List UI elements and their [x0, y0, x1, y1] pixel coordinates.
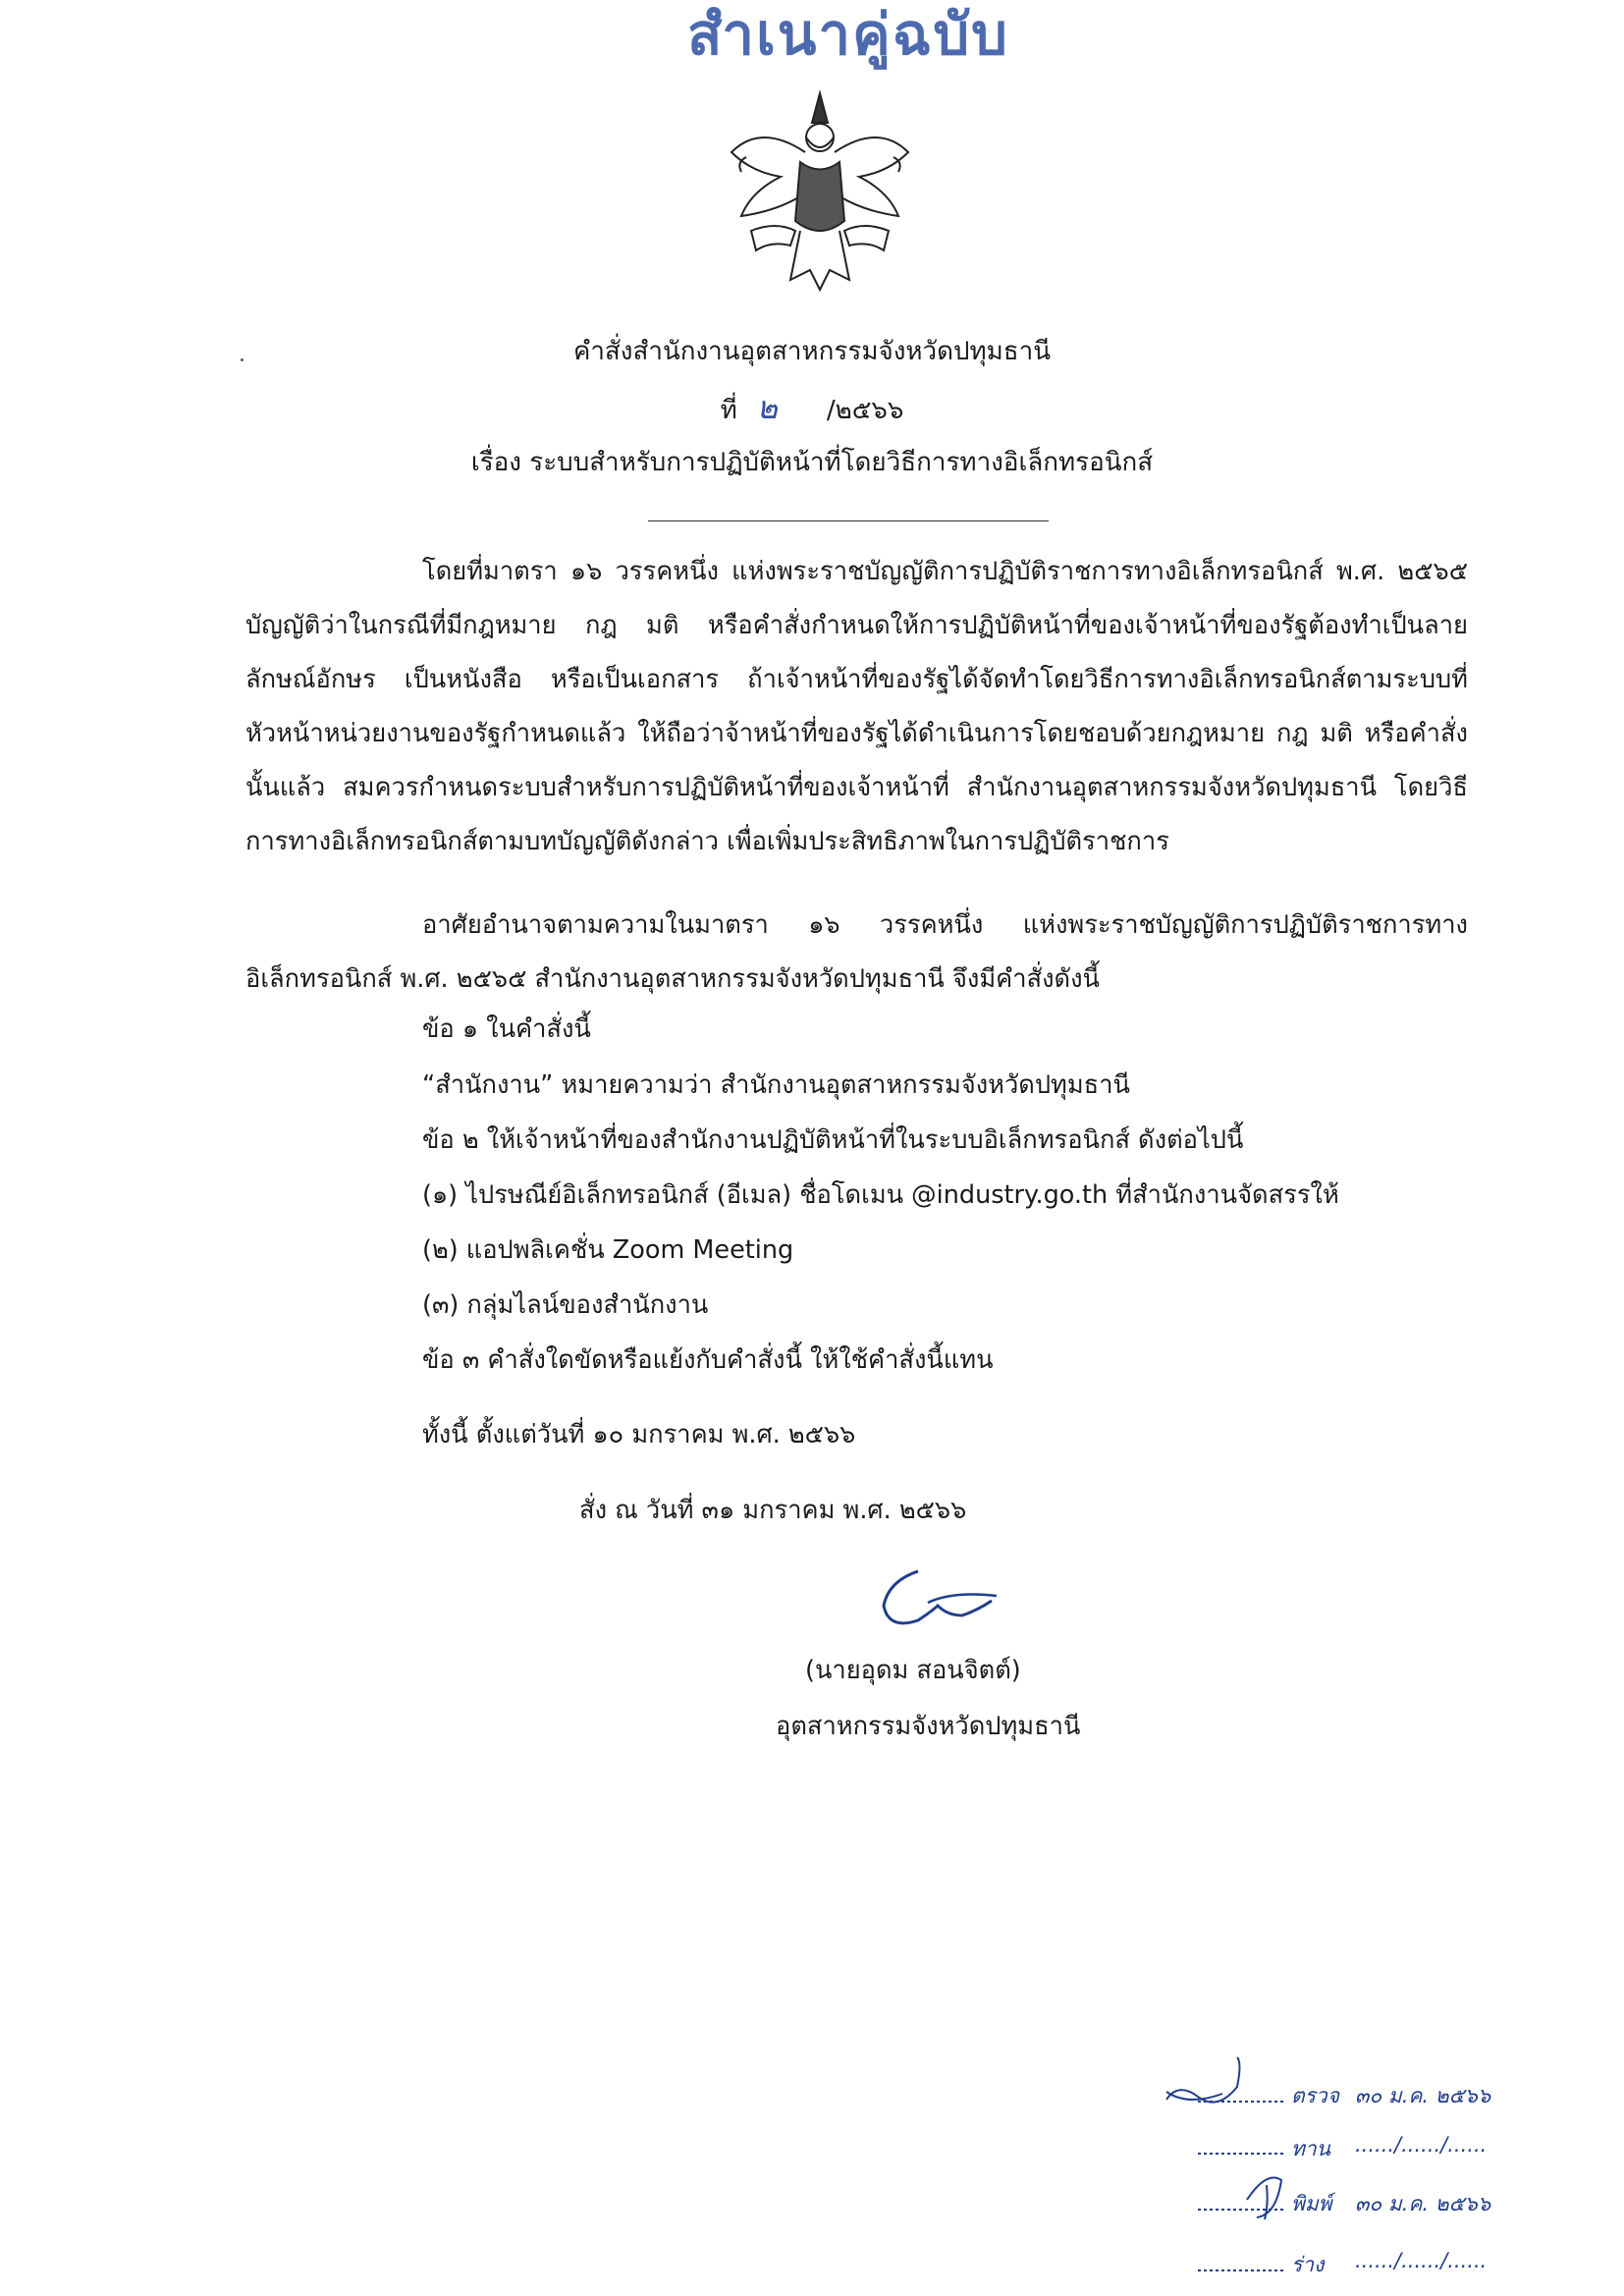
copy-date: ....../....../......: [1355, 2133, 1488, 2157]
draft-label: ร่าง: [1291, 2253, 1325, 2276]
check-label: ตรวจ: [1291, 2084, 1340, 2107]
clause-2-item-2: (๒) แอปพลิเคชั่น Zoom Meeting: [422, 1235, 794, 1265]
preamble-paragraph: โดยที่มาตรา ๑๖ วรรคหนึ่ง แห่งพระราชบัญญัติการปฏิบัติราชการทางอิเล็กทรอนิกส์ พ.ศ. ๒๕๖๕ บัญญัติว่าในกรณีที่มีกฎหมาย กฎ มติ หรือคำสั่งกำหนดให้การปฏิบัติหน้าที่ของเจ้าหน้าที่ของรัฐต้องทำเป็นลายลักษณ์อักษร เป็นหนังสือ หรือเป็นเอกสาร ถ้าเจ้าหน้าที่ของรัฐได้จัดทำโดยวิธีการทางอิเล็กทรอนิกส์ตามระบบที่หัวหน้าหน่วยงานของรัฐกำหนดแล้ว ให้ถือว่าจ้าหน้าที่ของรัฐได้ดำเนินการโดยชอบด้วยกฎหมาย กฎ มติ หรือคำสั่งนั้นแล้ว สมควรกำหนดระบบสำหรับการปฏิบัติหน้าที่ของเจ้าหน้าที่ สำนักงานอุตสาหกรรมจังหวัดปทุมธานี โดยวิธีการทางอิเล็กทรอนิกส์ตามบทบัญญัติดังกล่าว เพื่อเพิ่มประสิทธิภาพในการปฏิบัติราชการ: [245, 557, 1468, 856]
copy-label: ทาน: [1291, 2137, 1330, 2160]
order-number-handwritten: ๒: [756, 389, 778, 426]
signatory-name: (นายอุดม สอนจิตต์): [805, 1656, 1021, 1685]
order-subject: เรื่อง ระบบสำหรับการปฏิบัติหน้าที่โดยวิธีการทางอิเล็กทรอนิกส์: [470, 448, 1154, 477]
signatory-position: อุตสาหกรรมจังหวัดปทุมธานี: [776, 1712, 1081, 1741]
handwritten-signature: [874, 1561, 1001, 1640]
clause-2: ข้อ ๒ ให้เจ้าหน้าที่ของสำนักงานปฏิบัติหน้าที่ในระบบอิเล็กทรอนิกส์ ดังต่อไปนี้: [422, 1125, 1244, 1155]
order-number-prefix: ที่: [720, 396, 737, 425]
garuda-emblem-icon: [722, 83, 918, 300]
routing-stamp: [1159, 2043, 1591, 2288]
clause-2-item-1: (๑) ไปรษณีย์อิเล็กทรอนิกส์ (อีเมล) ชื่อโดเมน @industry.go.th ที่สำนักงานจัดสรรให้: [422, 1180, 1339, 1210]
draft-date: ....../....../......: [1355, 2249, 1488, 2272]
clause-1-definition: “สำนักงาน” หมายความว่า สำนักงานอุตสาหกรรมจังหวัดปทุมธานี: [422, 1070, 1130, 1100]
copy-stamp-heading: สำเนาคู่ฉบับ: [687, 1, 1009, 68]
clause-3: ข้อ ๓ คำสั่งใดขัดหรือแย้งกับคำสั่งนี้ ให้ใช้คำสั่งนี้แทน: [422, 1345, 994, 1375]
print-label: พิมพ์: [1291, 2192, 1332, 2215]
effective-date: ทั้งนี้ ตั้งแต่วันที่ ๑๐ มกราคม พ.ศ. ๒๕๖๖: [422, 1420, 856, 1449]
check-date: ๓๐ ม.ค. ๒๕๖๖: [1355, 2084, 1491, 2107]
issue-date: สั่ง ณ วันที่ ๓๑ มกราคม พ.ศ. ๒๕๖๖: [579, 1496, 967, 1525]
clause-2-item-3: (๓) กลุ่มไลน์ของสำนักงาน: [422, 1290, 709, 1320]
authority-paragraph: อาศัยอำนาจตามความในมาตรา ๑๖ วรรคหนึ่ง แห่งพระราชบัญญัติการปฏิบัติราชการทางอิเล็กทรอนิกส์ พ.ศ. ๒๕๖๕ สำนักงานอุตสาหกรรมจังหวัดปทุมธานี จึงมีคำสั่งดังนี้: [245, 910, 1468, 994]
order-number-year: /๒๕๖๖: [826, 396, 904, 425]
header-divider: [648, 520, 1049, 521]
order-title: คำสั่งสำนักงานอุตสาหกรรมจังหวัดปทุมธานี: [572, 337, 1052, 366]
print-date: ๓๐ ม.ค. ๒๕๖๖: [1355, 2192, 1491, 2215]
order-number: [0, 390, 1624, 428]
clause-1: ข้อ ๑ ในคำสั่งนี้: [422, 1014, 591, 1044]
